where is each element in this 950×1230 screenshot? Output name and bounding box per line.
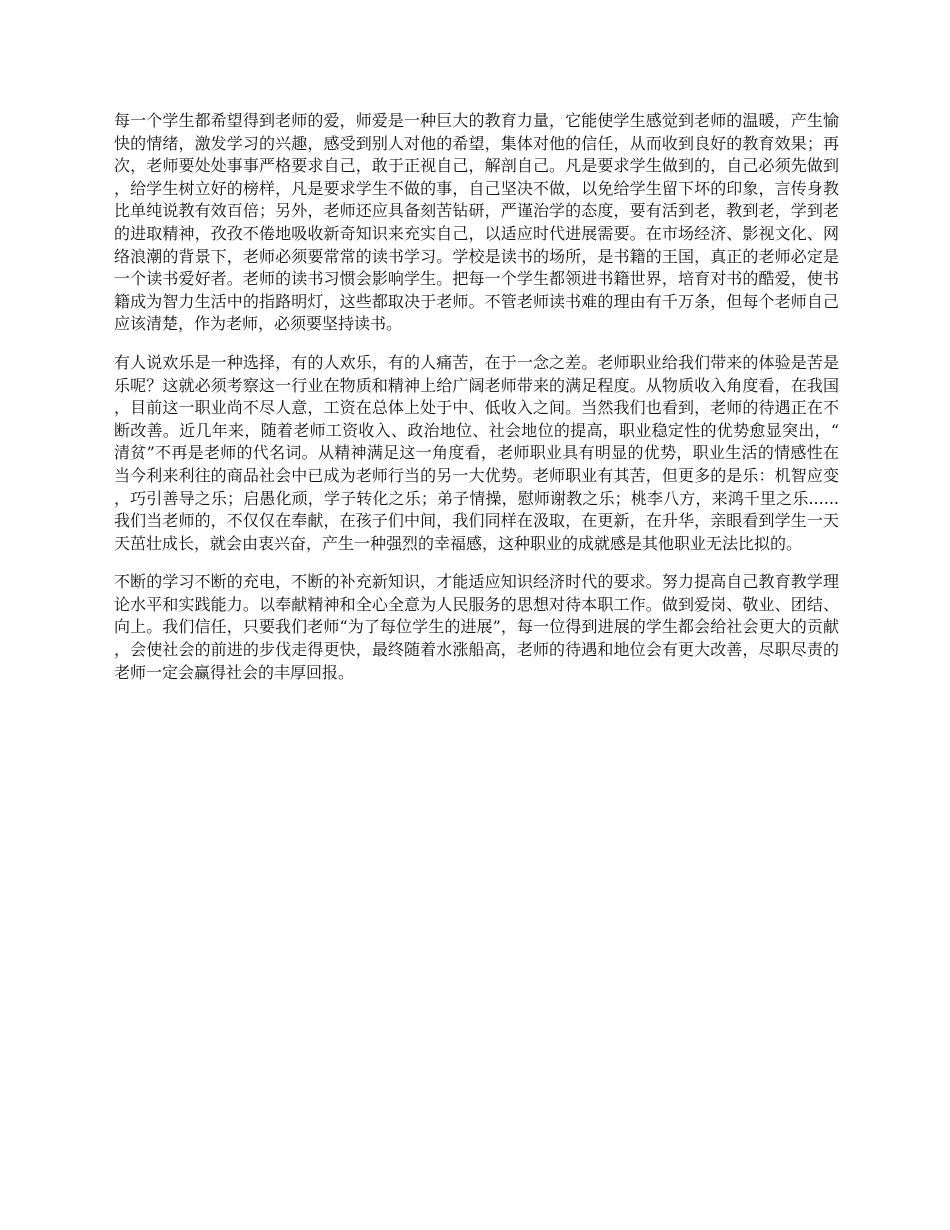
document-body xyxy=(114,110,839,700)
paragraph-1: 每一个学生都希望得到老师的爱，师爱是一种巨大的教育力量，它能使学生感觉到老师的温暖，产生愉快的情绪，激发学习的兴趣，感受到别人对他的希望，集体对他的信任，从而收到良好的教育效果；再次，老师要处处事事严格要求自己，敢于正视自己，解剖自己。凡是要求学生做到的，自己必须先做到，给学生树立好的榜样，凡是要求学生不做的事，自己坚决不做，以免给学生留下坏的印象，言传身教比单纯说教有效百倍；另外，老师还应具备刻苦钻研，严谨治学的态度，要有活到老，教到老，学到老的进取精神，孜孜不倦地吸收新奇知识来充实自己，以适应时代进展需要。在市场经济、影视文化、网络浪潮的背景下，老师必须要常常的读书学习。学校是读书的场所，是书籍的王国，真正的老师必定是一个读书爱好者。老师的读书习惯会影响学生。把每一个学生都领进书籍世界，培育对书的酷爱，使书籍成为智力生活中的指路明灯，这些都取决于老师。不管老师读书难的理由有千万条，但每个老师自己应该清楚，作为老师，必须要坚持读书。 xyxy=(114,111,839,334)
paragraph-2: 有人说欢乐是一种选择，有的人欢乐，有的人痛苦，在于一念之差。老师职业给我们带来的体验是苦是乐呢？这就必须考察这一行业在物质和精神上给广阔老师带来的满足程度。从物质收入角度看，在我国，目前这一职业尚不尽人意，工资在总体上处于中、低收入之间。当然我们也看到，老师的待遇正在不断改善。近几年来，随着老师工资收入、政治地位、社会地位的提高，职业稳定性的优势愈显突出，“清贫”不再是老师的代名词。从精神满足这一角度看，老师职业具有明显的优势，职业生活的情感性在当今利来利往的商品社会中已成为老师行当的另一大优势。老师职业有其苦，但更多的是乐：机智应变，巧引善导之乐；启愚化顽，学子转化之乐；弟子情操，慰师谢教之乐；桃李八方，来鸿千里之乐......我们当老师的，不仅仅在奉献，在孩子们中间，我们同样在汲取，在更新，在升华，亲眼看到学生一天天茁壮成长，就会由衷兴奋，产生一种强烈的幸福感，这种职业的成就感是其他职业无法比拟的。 xyxy=(114,352,839,553)
paragraph-3: 不断的学习不断的充电，不断的补充新知识，才能适应知识经济时代的要求。努力提高自己教育教学理论水平和实践能力。以奉献精神和全心全意为人民服务的思想对待本职工作。做到爱岗、敬业、团结、向上。我们信任，只要我们老师“为了每位学生的进展”，每一位得到进展的学生都会给社会更大的贡献，会使社会的前进的步伐走得更快，最终随着水涨船高，老师的待遇和地位会有更大改善，尽职尽责的老师一定会赢得社会的丰厚回报。 xyxy=(114,572,839,682)
